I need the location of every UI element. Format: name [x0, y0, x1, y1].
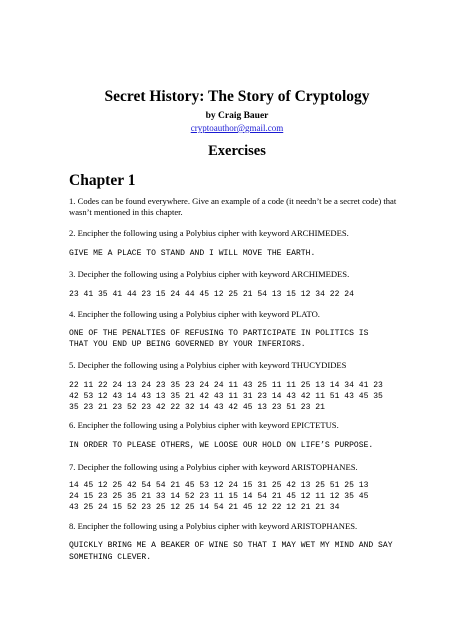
question-3-prompt: 3. Decipher the following using a Polybius cipher with keyword ARCHIMEDES.	[69, 269, 350, 279]
question-7-prompt: 7. Decipher the following using a Polybius cipher with keyword ARISTOPHANES.	[69, 462, 358, 472]
question-5-prompt: 5. Decipher the following using a Polybius cipher with keyword THUCYDIDES	[69, 360, 347, 370]
question-5-line-1: 22 11 22 24 13 24 23 35 23 24 24 11 43 25 11 11 25 13 14 34 41 23	[69, 381, 383, 390]
question-8-line-1: QUICKLY BRING ME A BEAKER OF WINE SO THAT I MAY WET MY MIND AND SAY	[69, 541, 393, 550]
question-8-line-2: SOMETHING CLEVER.	[69, 553, 152, 562]
question-4-line-1: ONE OF THE PENALTIES OF REFUSING TO PARTICIPATE IN POLITICS IS	[69, 329, 369, 338]
question-4-prompt: 4. Encipher the following using a Polybius cipher with keyword PLATO.	[69, 309, 320, 319]
author-line: by Craig Bauer	[205, 111, 269, 121]
question-2-prompt: 2. Encipher the following using a Polybius cipher with keyword ARCHIMEDES.	[69, 228, 349, 238]
question-5-line-2: 42 53 12 43 14 43 13 35 21 42 43 11 31 23 14 43 42 11 51 43 45 35	[69, 392, 383, 401]
question-4-line-2: THAT YOU END UP BEING GOVERNED BY YOUR INFERIORS.	[69, 340, 306, 349]
question-6-text: IN ORDER TO PLEASE OTHERS, WE LOOSE OUR HOLD ON LIFE’S PURPOSE.	[69, 441, 374, 450]
question-7-line-1: 14 45 12 25 42 54 54 21 45 53 12 24 15 31 25 42 13 25 51 25 13	[69, 481, 369, 490]
author-email	[0, 123, 474, 133]
question-2-text: GIVE ME A PLACE TO STAND AND I WILL MOVE THE EARTH.	[69, 249, 316, 258]
section-heading: Exercises	[208, 143, 266, 159]
document-title: Secret History: The Story of Cryptology	[104, 88, 370, 105]
email-link[interactable]: cryptoauthor@gmail.com	[190, 123, 284, 133]
question-7-line-3: 43 25 24 15 52 23 25 12 25 14 54 21 45 12 22 12 21 21 34	[69, 503, 340, 512]
question-1-line-1: 1. Codes can be found everywhere. Give an example of a code (it needn’t be a secret code) that	[69, 196, 397, 206]
chapter-heading: Chapter 1	[69, 172, 136, 189]
question-1-line-2: wasn’t mentioned in this chapter.	[69, 207, 183, 217]
question-3-text: 23 41 35 41 44 23 15 24 44 45 12 25 21 54 13 15 12 34 22 24	[69, 290, 354, 299]
question-8-prompt: 8. Encipher the following using a Polybius cipher with keyword ARISTOPHANES.	[69, 521, 358, 531]
question-5-line-3: 35 23 21 23 52 23 42 22 32 14 43 42 45 13 23 51 23 21	[69, 403, 325, 412]
question-7-line-2: 24 15 23 25 35 21 33 14 52 23 11 15 14 54 21 45 12 11 12 35 45	[69, 492, 369, 501]
question-6-prompt: 6. Encipher the following using a Polybius cipher with keyword EPICTETUS.	[69, 420, 339, 430]
